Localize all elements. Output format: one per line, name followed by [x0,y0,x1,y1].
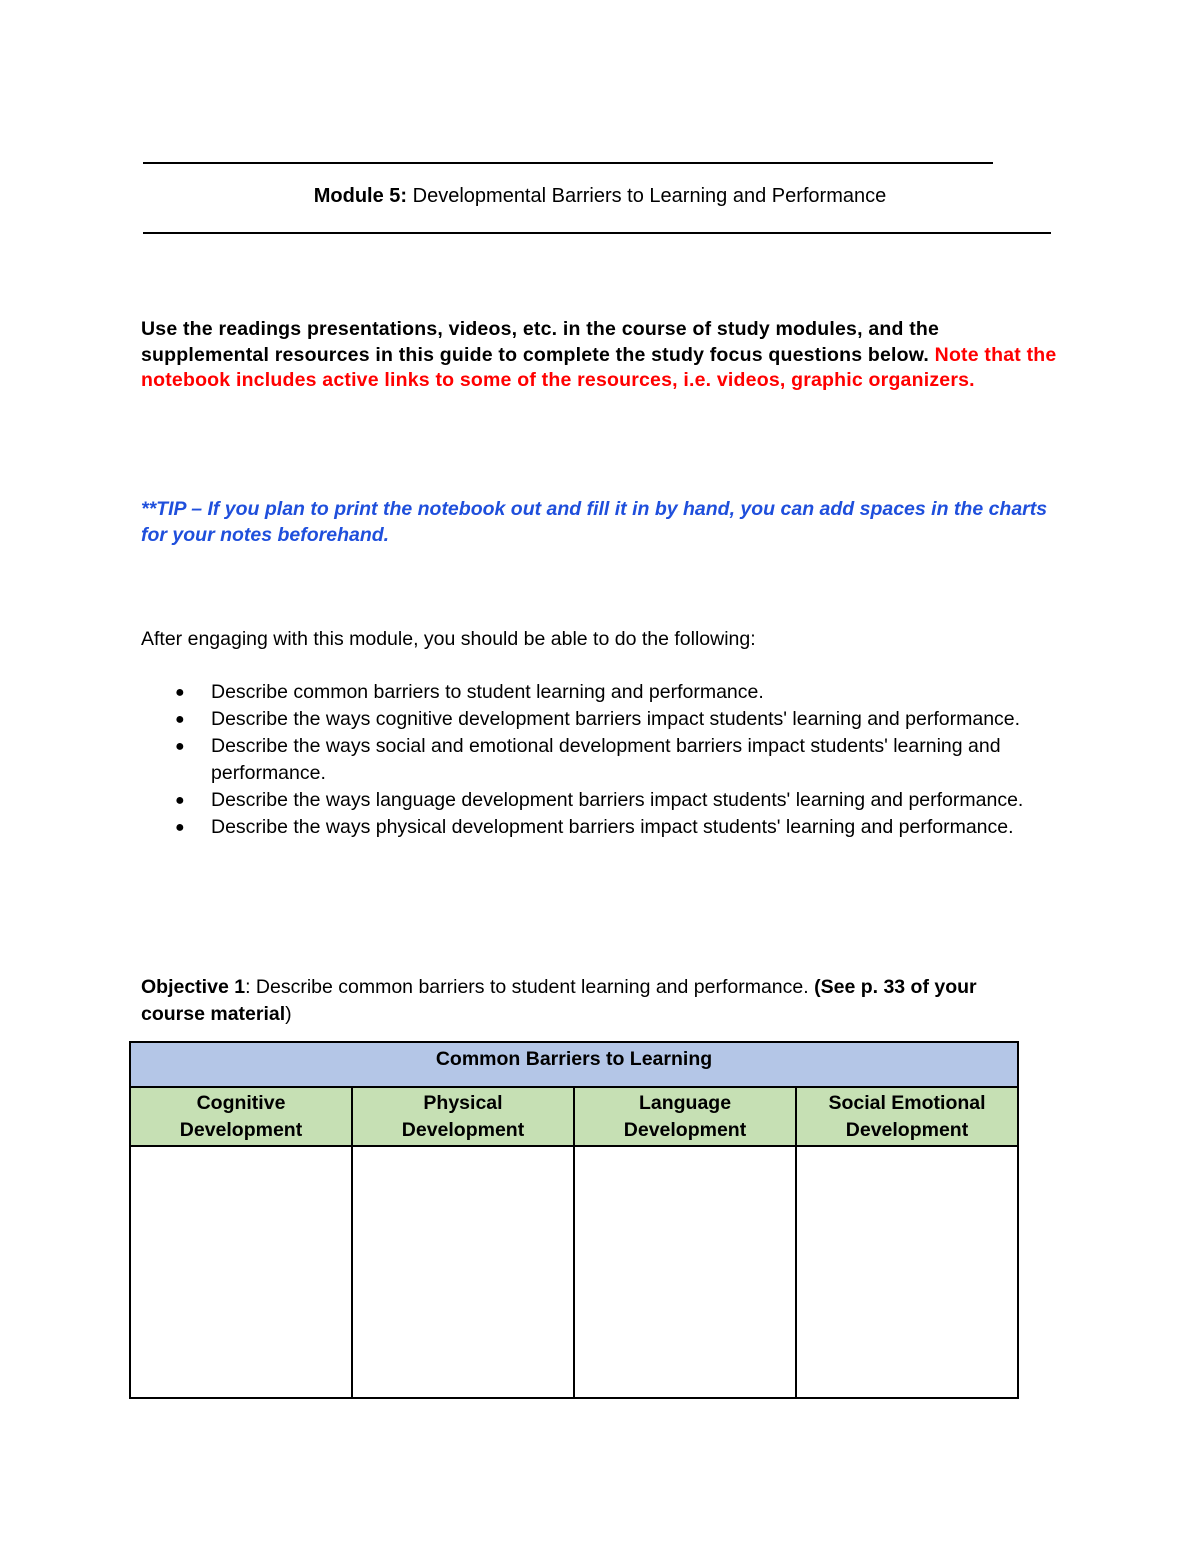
column-header-line: Social Emotional [828,1091,986,1114]
physical-notes-cell[interactable] [352,1146,574,1398]
column-header-line: Development [845,1118,969,1141]
column-header-line: Development [623,1118,747,1141]
objective-text: Describe the ways social and emotional development barriers impact students' learning and performance. [211,735,1001,784]
language-notes-cell[interactable] [574,1146,796,1398]
column-header-line: Physical [423,1091,503,1114]
list-item [141,679,1061,706]
list-item [141,787,1061,814]
cognitive-notes-cell[interactable] [130,1146,352,1398]
column-header-line: Development [401,1118,525,1141]
intro-instructions: Use the readings presentations, videos, etc. in the course of study modules, and the supplemental resources in this guide to complete the study focus questions below. [141,318,940,366]
bullet-icon: ● [175,819,185,836]
column-header-physical [352,1087,574,1146]
objective-text: Describe common barriers to student learning and performance. [211,681,764,703]
barriers-table [129,1041,1019,1399]
objective-1-text: : Describe common barriers to student learning and performance. [245,976,815,998]
objectives-lead: After engaging with this module, you should be able to do the following: [141,628,756,650]
bullet-icon: ● [175,792,185,809]
bullet-icon: ● [175,684,185,701]
tip-paragraph: **TIP – If you plan to print the notebook out and fill it in by hand, you can add spaces in the charts for your notes beforehand. [141,498,1048,546]
objective-1-label: Objective 1 [141,976,246,998]
list-item [141,814,1061,841]
column-header-social-emotional [796,1087,1018,1146]
objective-text: Describe the ways language development barriers impact students' learning and performance. [211,789,1024,811]
objective-text: Describe the ways cognitive development barriers impact students' learning and performance. [211,708,1021,730]
column-header-language [574,1087,796,1146]
objectives-list [141,679,1061,841]
table-title: Common Barriers to Learning [130,1042,1018,1087]
objective-1-reference: (See p. 33 of your course material [141,976,977,1025]
bullet-icon: ● [175,711,185,728]
column-header-line: Language [638,1091,732,1114]
module-title [0,183,1200,209]
objective-1-reference-close: ) [285,1003,292,1025]
bullet-icon: ● [175,738,185,755]
column-header-line: Cognitive [196,1091,286,1114]
top-rule [143,162,993,164]
social-emotional-notes-cell[interactable] [796,1146,1018,1398]
intro-note: Note that the notebook includes active links to some of the resources, i.e. videos, graphic organizers. [141,343,1057,391]
module-label: Module 5: [313,185,408,207]
objective-1-heading [141,974,1041,1028]
bottom-rule [143,232,1051,234]
intro-paragraph [141,317,1061,394]
column-header-line: Development [179,1118,303,1141]
list-item [141,706,1061,733]
module-name: Developmental Barriers to Learning and Performance [407,185,887,207]
list-item [141,733,1061,787]
column-header-cognitive [130,1087,352,1146]
objective-text: Describe the ways physical development barriers impact students' learning and performance. [211,816,1014,838]
